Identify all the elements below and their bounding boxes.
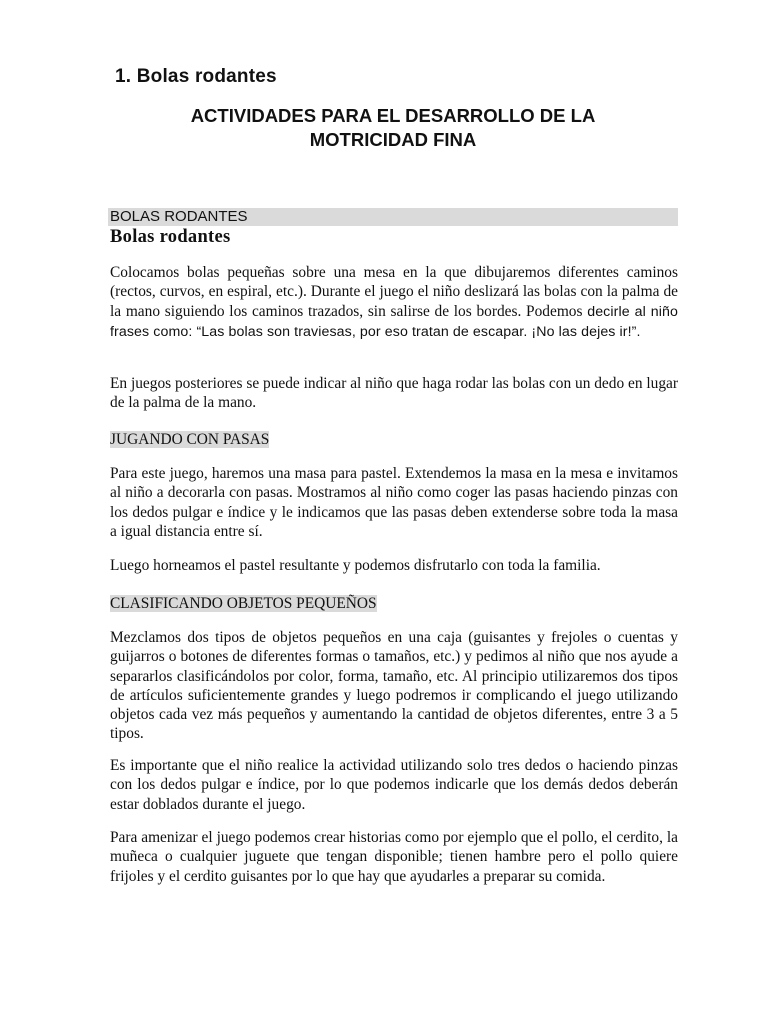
paragraph-6: Es importante que el niño realice la actividad utilizando solo tres dedos o haciendo pinzas con los dedos pulgar e índice, por lo que podemos indicarle que los demás dedos deberán estar doblados durante el juego. [110,757,678,813]
section-heading: 1. Bolas rodantes [115,66,277,87]
main-title-line-1: ACTIVIDADES PARA EL DESARROLLO DE LA [190,105,596,126]
paragraph-1 [110,263,678,342]
paragraph-3: Para este juego, haremos una masa para pastel. Extendemos la masa en la mesa e invitamos al niño a decorarla con pasas. Mostramos al niño como coger las pasas haciendo pinzas con los dedos pulgar e índice y le indicamos que las pasas deben extenderse sobre toda la masa a igual distancia entre sí. [110,465,678,540]
section-heading-pasas-label: JUGANDO CON PASAS [110,431,270,448]
main-title [110,104,676,152]
paragraph-1-quote: decirle al niño frases como: “Las bolas son traviesas, por eso tratan de escapar. ¡No las dejes ir!”. [110,303,678,340]
paragraph-2: En juegos posteriores se puede indicar al niño que haga rodar las bolas con un dedo en lugar de la palma de la mano. [110,375,678,412]
paragraph-7: Para amenizar el juego podemos crear historias como por ejemplo que el pollo, el cerdito, la muñeca o cualquier juguete que tengan disponible; tienen hambre pero el pollo quiere frijoles y el cerdito guisantes por lo que hay que ayudarles a preparar su comida. [110,829,678,885]
paragraph-4: Luego horneamos el pastel resultante y podemos disfrutarlo con toda la familia. [110,557,601,574]
main-title-line-2: MOTRICIDAD FINA [309,129,477,150]
section-heading-clasificando [110,594,377,613]
paragraph-5: Mezclamos dos tipos de objetos pequeños en una caja (guisantes y frejoles o cuentas y guijarros o botones de diferentes formas o tamaños, etc.) y pedimos al niño que nos ayude a separarlos clasificándolos por color, forma, tamaño, etc. Al principio utilizaremos dos tipos de artículos suficientemente grandes y luego podremos ir complicando el juego utilizando objetos cada vez más pequeños y aumentando la cantidad de objetos diferentes, entre 3 a 5 tipos. [110,629,678,743]
paragraph-1-text: Colocamos bolas pequeñas sobre una mesa en la que dibujaremos diferentes caminos (rectos, curvos, en espiral, etc.). Durante el juego el niño deslizará las bolas con la palma de la mano siguiendo los caminos trazados, sin salirse de los bordes. Podemos [110,264,678,320]
subheading: Bolas rodantes [110,227,231,247]
section-heading-pasas [110,430,269,449]
section-heading-clasificando-label: CLASIFICANDO OBJETOS PEQUEÑOS [110,595,377,612]
shaded-section-heading: BOLAS RODANTES [108,208,678,226]
